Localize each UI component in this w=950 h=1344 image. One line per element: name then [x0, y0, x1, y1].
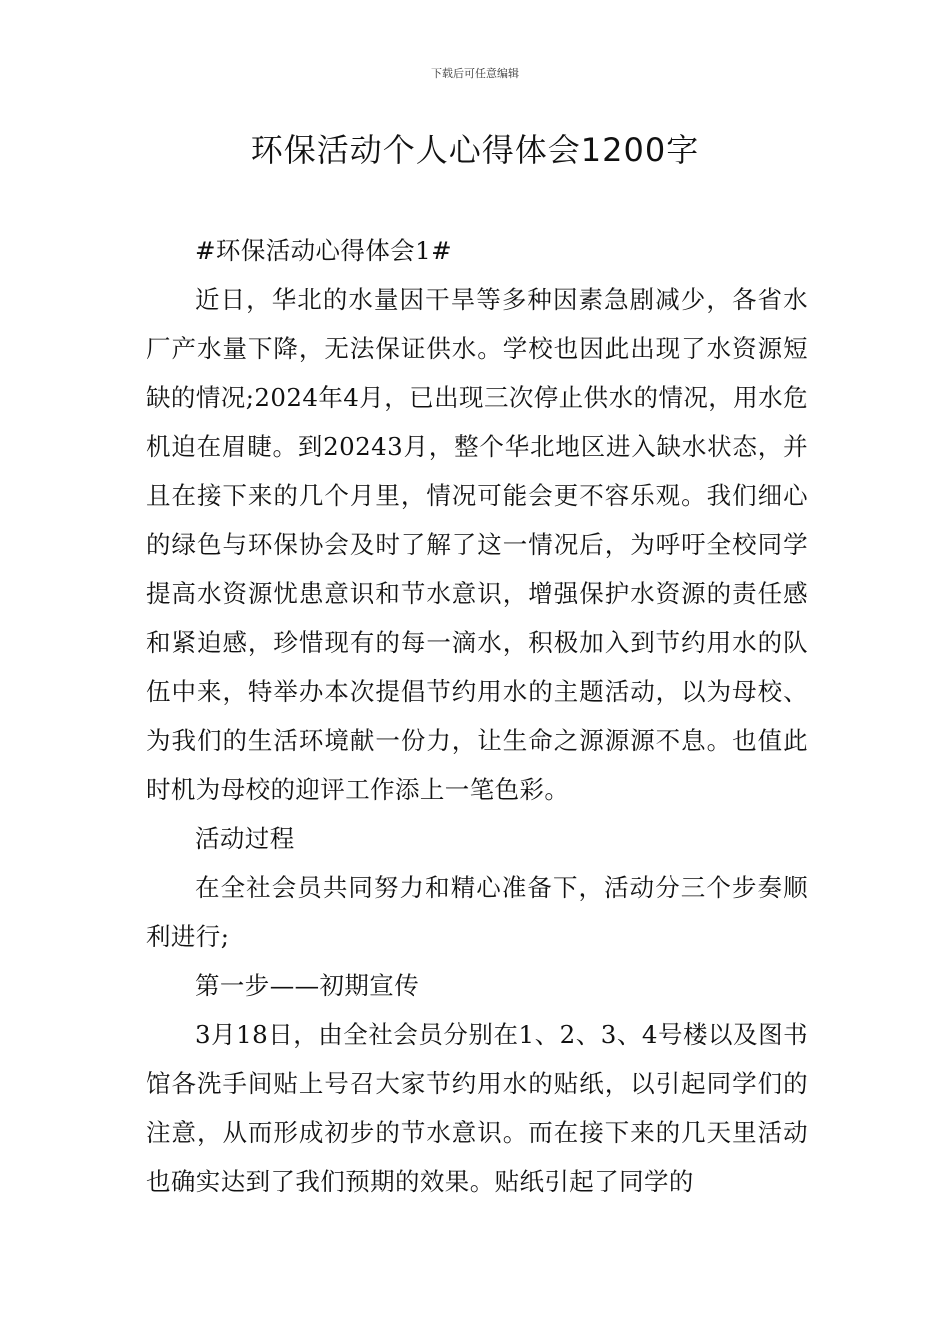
paragraph-intro: 近日，华北的水量因干旱等多种因素急剧减少，各省水厂产水量下降，无法保证供水。学校也因此出现了水资源短缺的情况;2024年4月，已出现三次停止供水的情况，用水危机迫在眉睫。到20243月，整个华北地区进入缺水状态，并且在接下来的几个月里，情况可能会更不容乐观。我们细心的绿色与环保协会及时了解了这一情况后，为呼吁全校同学提高水资源忧患意识和节水意识，增强保护水资源的责任感和紧迫感，珍惜现有的每一滴水，积极加入到节约用水的队伍中来，特举办本次提倡节约用水的主题活动，以为母校、为我们的生活环境献一份力，让生命之源源源不息。也值此时机为母校的迎评工作添上一笔色彩。 — [146, 285, 808, 804]
paragraph-step-one: 3月18日，由全社会员分别在1、2、3、4号楼以及图书馆各洗手间贴上号召大家节约用水的贴纸，以引起同学们的注意，从而形成初步的节水意识。而在接下来的几天里活动也确实达到了我们预期的效果。贴纸引起了同学的 — [146, 1020, 808, 1196]
subheading-step-one: 第一步——初期宣传 — [195, 971, 420, 1000]
document-body — [146, 226, 808, 1206]
paragraph-steps: 在全社会员共同努力和精心准备下，活动分三个步奏顺利进行; — [146, 873, 808, 951]
section-heading: #环保活动心得体会1# — [195, 236, 453, 265]
document-title: 环保活动个人心得体会1200字 — [250, 131, 700, 169]
header-note: 下载后可任意编辑 — [431, 67, 519, 80]
subheading-activity-process: 活动过程 — [195, 824, 295, 853]
